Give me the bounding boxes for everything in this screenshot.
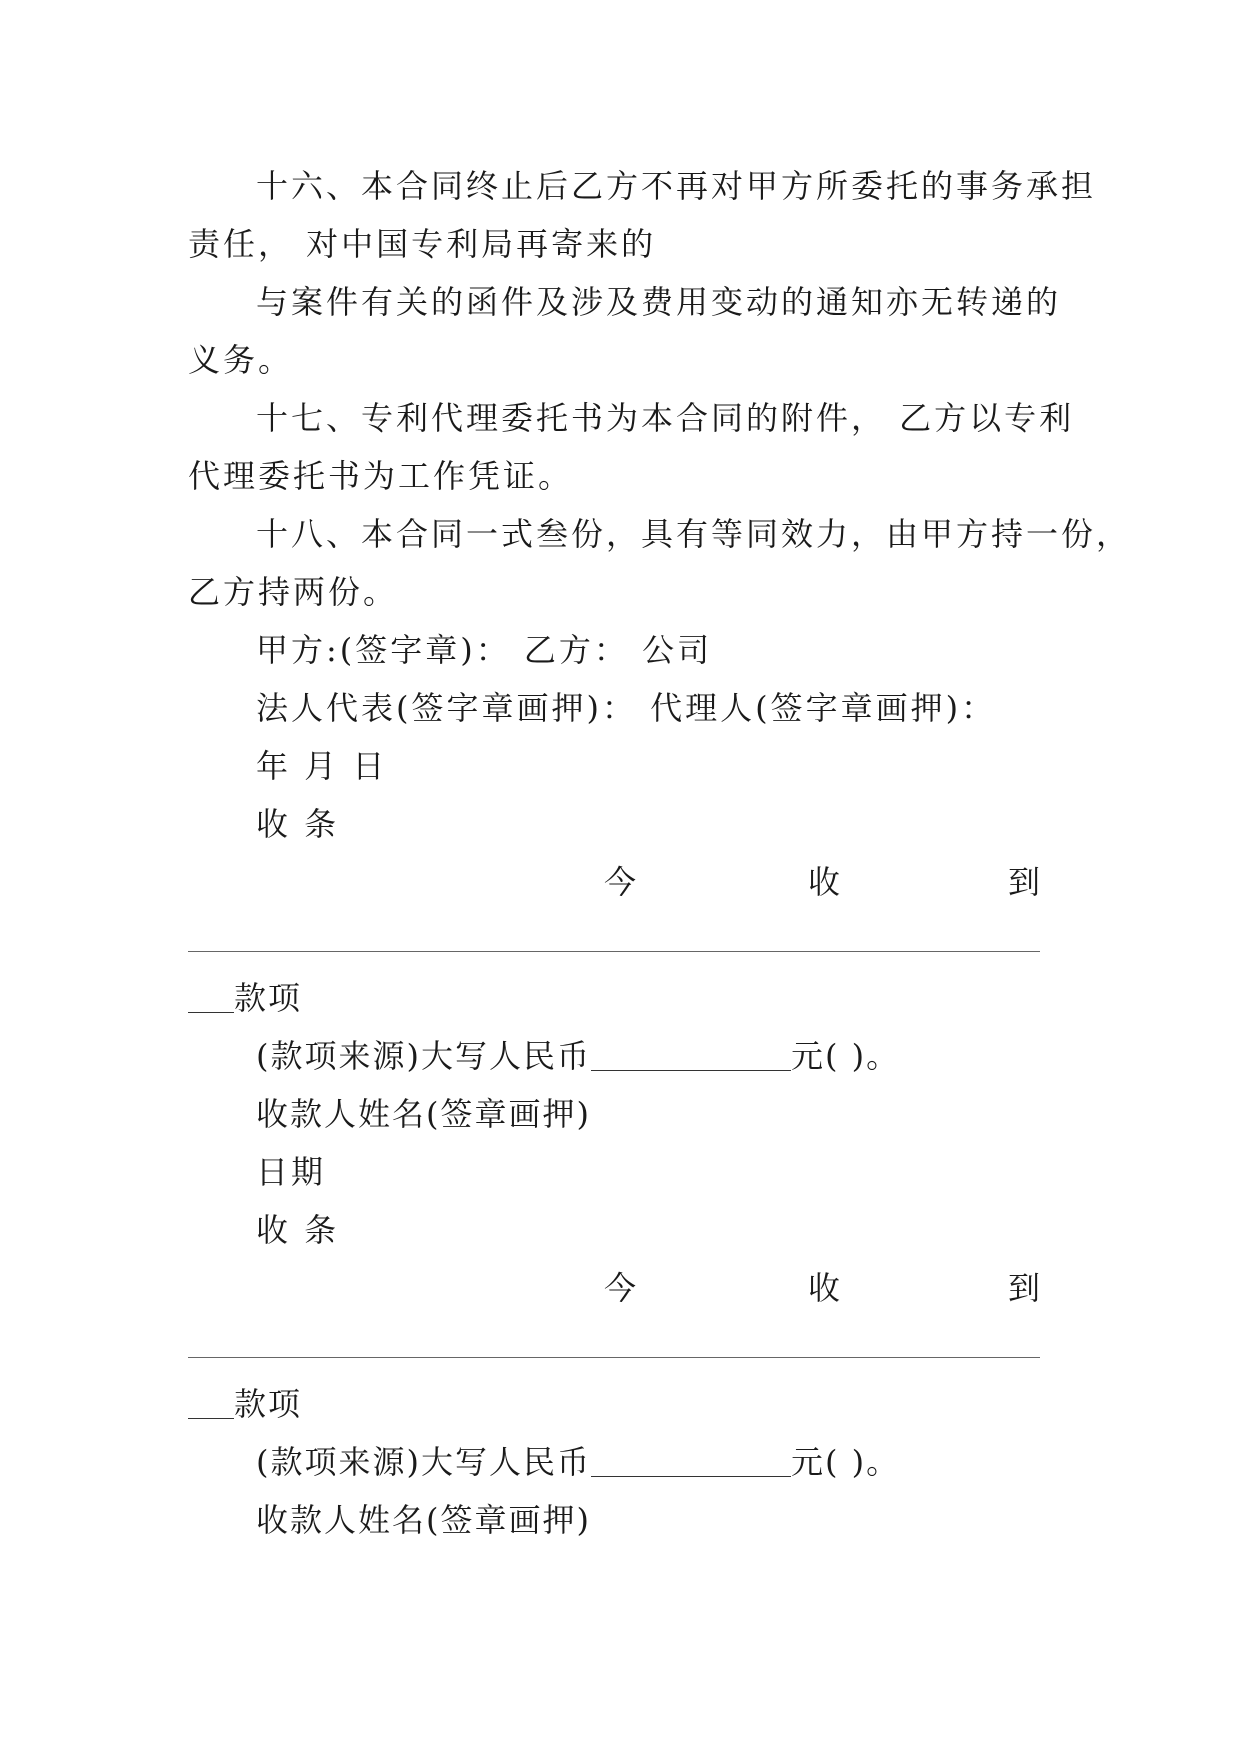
receipt-2-word-today: 今 [604,1269,637,1307]
clause-16-line-3: 与案件有关的函件及涉及费用变动的通知亦无转递的 [256,283,1062,321]
receipt-1-title: 收 条 [256,805,340,843]
signature-date-line: 年 月 日 [256,747,388,785]
clause-17-line-2: 代理委托书为工作凭证。 [188,457,574,495]
receipt-1-payer-blank-line [188,951,1040,952]
clause-16-line-2: 责任， 对中国专利局再寄来的 [188,225,657,263]
receipt-2-amount-suffix: 元( )。 [790,1443,901,1481]
receipt-2-item-line [188,1384,302,1424]
receipt-2-word-arrive: 到 [1008,1269,1041,1307]
receipt-1-date-label: 日期 [256,1153,327,1191]
clause-16-line-4: 义务。 [188,341,294,379]
receipt-2-amount-prefix: (款项来源)大写人民币 [256,1443,591,1481]
receipt-1-word-today: 今 [604,863,637,901]
clause-18-line-1: 十八、本合同一式叁份，具有等同效力，由甲方持一份， [256,515,1132,553]
clause-18-line-2: 乙方持两份。 [188,573,399,611]
receipt-1-word-receive: 收 [808,863,841,901]
receipt-1-item-line [188,978,302,1018]
receipt-1-amount-suffix: 元( )。 [790,1037,901,1075]
receipt-1-payee: 收款人姓名(签章画押) [256,1095,591,1133]
receipt-2-word-receive: 收 [808,1269,841,1307]
receipt-2-item-suffix: 款项 [234,1385,303,1423]
receipt-2-amount-blank [591,1448,791,1477]
receipt-1-amount-line [256,1036,900,1076]
receipt-2-amount-line [256,1442,900,1482]
clause-17-line-1: 十七、专利代理委托书为本合同的附件， 乙方以专利 [256,399,1075,437]
receipt-1-word-arrive: 到 [1008,863,1041,901]
receipt-1-amount-blank [591,1042,791,1071]
receipt-2-item-blank [188,1390,234,1419]
party-signature-line: 甲方:(签字章)： 乙方： 公司 [256,631,713,669]
receipt-1-amount-prefix: (款项来源)大写人民币 [256,1037,591,1075]
receipt-2-title: 收 条 [256,1211,340,1249]
receipt-2-payer-blank-line [188,1357,1040,1358]
receipt-1-item-blank [188,984,234,1013]
receipt-2-payee: 收款人姓名(签章画押) [256,1501,591,1539]
clause-16-line-1: 十六、本合同终止后乙方不再对甲方所委托的事务承担 [256,167,1097,205]
legal-rep-signature-line: 法人代表(签字章画押)： 代理人(签字章画押)： [256,689,997,727]
receipt-1-item-suffix: 款项 [234,979,303,1017]
